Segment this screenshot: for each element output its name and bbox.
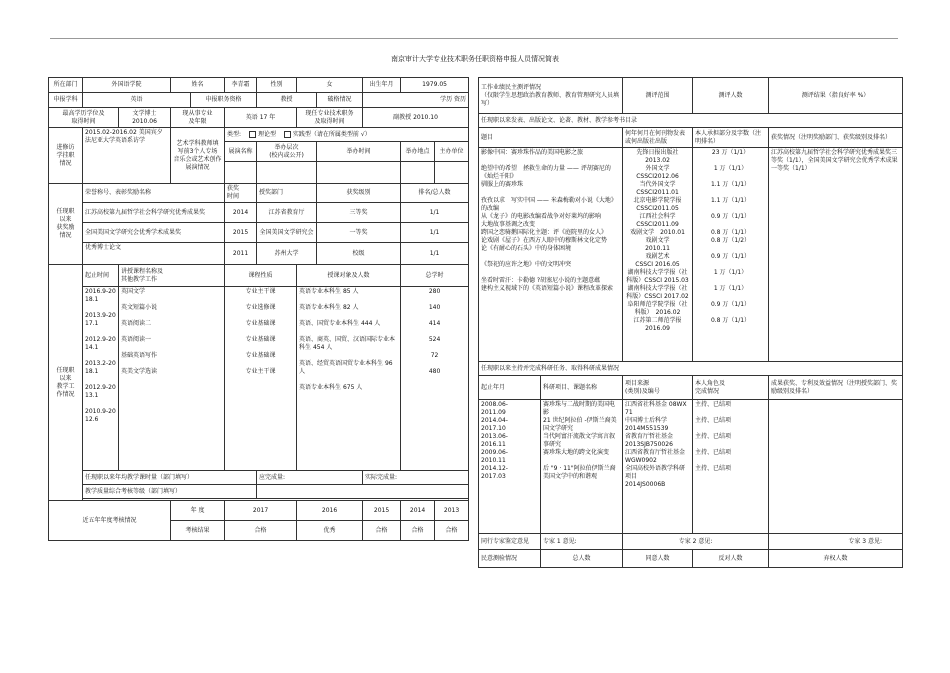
major-years-label: 现从事专业 及年限 [171, 108, 225, 128]
eval-scope-label: 测评范围 [623, 78, 693, 114]
award-dept-header: 授奖部门 [257, 184, 317, 203]
teach-courses: 英国文学 英文短篇小说 英语阅读二 英语阅读一 基础英语写作 英美文学选读 [119, 287, 225, 471]
eval-result-label: 测评结果（指良好率 %） [769, 78, 903, 114]
dept-label: 所在部门 [49, 78, 83, 93]
name-label: 姓名 [171, 78, 225, 93]
show-place-header: 举办地点 [401, 142, 435, 162]
teach-nature-header: 课程性质 [225, 265, 297, 287]
art-type-label: 类型: [227, 130, 242, 138]
award-name: 全国美国文学研究会优秀学术成果奖 [83, 223, 225, 243]
peer-expert-1: 专家 1 意见: [541, 534, 623, 550]
show-host-header: 主办单位 [435, 142, 469, 162]
dept-value: 外国语学院 [83, 78, 171, 93]
research-names: 赛珍珠与二战时期的美国电影 21 世纪阿拉伯 -伊斯兰裔美国文学研究 当代阿富汗流散文学寓言叙事研究 赛珍珠大地的跨文化演变 后 "9 · 11"阿拉伯伊斯兰裔美国文学中的和谐观 [541, 400, 623, 534]
table-row [49, 223, 469, 243]
right-form-table [478, 77, 903, 568]
major-years-value: 英语 17 年 [225, 108, 297, 128]
gender-label: 性别 [257, 78, 297, 93]
pub-shares: 23 万（1/1） 1 万（1/1） 1.1 万（1/1） 1.1 万（1/1） 0.9 万（1/1） 0.8 万（1/1） 0.8 万（1/2） 0.9 万（1/1） 1 万（1/1） 1 万（1/1） 0.9 万（1/1） 0.8 万（1/1） [693, 148, 769, 362]
teach-times: 2016.9-2018.1 2013.9-2017.1 2012.9-2014.1 2013.2-2018.1 2012.9-2013.1 2010.9-2012.6 [83, 287, 119, 471]
table-row [479, 400, 903, 534]
pub-award: 江苏高校第九届哲学社会科学研究优秀成果奖三等奖（1/1），全国美国文学研究会优秀学术成果一等奖（1/1） [769, 148, 903, 362]
table-row [49, 243, 469, 265]
current-title-value: 副教授 2010.10 [363, 108, 469, 128]
teach-course-header: 讲授课程名称及 其他教学工作 [119, 265, 225, 287]
research-roles: 主持、已结项 主持、已结项 主持、已结项 主持、已结项 主持、已结项 [693, 400, 769, 534]
award-rank: 1/1 [401, 223, 469, 243]
right-panel [478, 77, 902, 568]
show-place-cell [401, 162, 435, 184]
research-period-header: 起止年月 [479, 376, 541, 400]
award-level: 一等奖 [317, 223, 401, 243]
study-text: 2015.02-2016.02 美国宾夕法尼亚大学英语系访学 [83, 128, 171, 184]
teach-natures: 专业主干课 专业选修课 专业基础课 专业基础课 专业基础课 专业主干课 [225, 287, 297, 471]
theory-option: 理论型 [257, 130, 276, 138]
teach-hours-header: 总学时 [401, 265, 469, 287]
assess-result: 合格 [225, 521, 297, 541]
rank-value: 教授 [257, 93, 317, 108]
quality-label: 教学质量综合考核等级（部门填写） [83, 485, 257, 499]
assess-result: 优秀 [297, 521, 363, 541]
study-label: 进修访 学挂职 情况 [49, 128, 83, 184]
research-name-header: 科研项目、课题名称 [541, 376, 623, 400]
assess-result: 合格 [401, 521, 435, 541]
subject-label: 申报学科 [49, 93, 83, 108]
award-name-header: 荣誉称号、表彰奖励名称 [83, 184, 225, 203]
assess-result-label: 考核结果 [171, 521, 225, 541]
peer-expert-2: 专家 2 意见: [623, 534, 769, 550]
award-name: 优秀博士论文 [83, 243, 225, 265]
research-sources: 江西省社科基金 08WX71 中国博士后科学 2014M551539 省教育厅哲社基金 2013SJB750026 江西省教育厅哲社基金 WGW0902 全国高校外语教学科研项目 2014JS0006B [623, 400, 693, 534]
assess-year: 2016 [297, 501, 363, 521]
show-name-header: 展演名称 [225, 142, 257, 162]
peer-label: 同行专家鉴定意见 [479, 534, 541, 550]
assess-label: 近五年年度考核情况 [49, 501, 171, 541]
vote-oppose: 反对人数 [693, 550, 769, 568]
name-value: 李青霜 [225, 78, 257, 93]
assess-year: 2015 [363, 501, 401, 521]
award-rank: 1/1 [401, 203, 469, 223]
art-label: 艺术学科教师填 写前3个人专场 音乐会或艺术创作 展演情况 [171, 128, 225, 184]
assess-year: 2017 [225, 501, 297, 521]
assess-year: 2014 [401, 501, 435, 521]
gender-value: 女 [297, 78, 363, 93]
research-award-header: 成果获奖、专利及效益情况（注明授奖部门、奖励级别及排名） [769, 376, 903, 400]
award-name: 江苏高校第九届哲学社会科学研究优秀成果奖 [83, 203, 225, 223]
table-row [479, 148, 903, 362]
break-value: 学历 资历 [363, 93, 469, 108]
assess-result: 合格 [363, 521, 401, 541]
pub-share-header: 本人承担部分及字数（注明排名） [693, 128, 769, 148]
birth-label: 出生年月 [363, 78, 401, 93]
teach-hours: 280 140 414 524 72 480 [401, 287, 469, 471]
pub-venue-header: 何年何月在何刊物发表或何出版社出版 [623, 128, 693, 148]
subject-value: 英语 [83, 93, 191, 108]
award-dept: 全国美国文学研究会 [257, 223, 317, 243]
practice-checkbox[interactable] [284, 131, 291, 138]
vote-abstain: 弃权人数 [769, 550, 903, 568]
show-level-header: 举办层次 (校内或公开) [257, 142, 317, 162]
degree-label: 最高学历学位及 取得时间 [49, 108, 119, 128]
vote-agree: 同意人数 [623, 550, 693, 568]
peer-expert-3: 专家 3 意见: [769, 534, 903, 550]
left-form-table [48, 77, 469, 541]
pub-title-header: 题目 [479, 128, 623, 148]
award-year: 2015 [225, 223, 257, 243]
research-periods: 2008.06- 2011.09 2014.04- 2017.10 2013.06- 2016.11 2009.06- 2010.11 2014.12- 2017.03 [479, 400, 541, 534]
art-type-row [225, 128, 469, 142]
workload-label: 任现职以来年均教学课时量（部门填写） [83, 471, 257, 485]
practice-option: 实践型（请在所属类型前 √） [292, 130, 371, 138]
research-section-title: 任现职以来主持并完成科研任务、取得科研成果情况 [479, 362, 903, 376]
teach-time-header: 起止时间 [83, 265, 119, 287]
degree-value: 文学博士 2010.06 [119, 108, 171, 128]
quality-value [257, 485, 469, 499]
should-complete-label: 应完成量: [257, 471, 363, 485]
pub-titles: 影像中国：赛珍珠作品的美国电影之旅 绝望中的希望 拯救生命的力量 —— 评胡赛尼的《灿烂千阳》 驯服上的赛珍珠 孜孜以求 写实中国 —— 米森梅勒对小说《大地》的改编 从《龙子》的电影改编看战争对好莱坞的影响 大地故事基调之改变 跨国之恋骑鹅国际化主题：评《庭院里的女人》 论戏剧《屋子》在西方人眼中的穆斯林文化定势 论《有耐心的石头》中的身体困境 《祭祀的应许之地》中的文明冲突 坐看时雷汗：卡勒德 ?胡塞尼小说的主题意蕴 建构主义视域下的《英语短篇小说》课程改革探索 [479, 148, 623, 362]
award-level: 校级 [317, 243, 401, 265]
birth-value: 1979.05 [401, 78, 469, 93]
pubs-section-title: 任现职以来发表、出版论文、论著、教材、教学参考书目录 [479, 114, 903, 128]
teach-target-header: 授课对象及人数 [297, 265, 401, 287]
award-year-header: 获奖 时间 [225, 184, 257, 203]
show-time-header: 举办时间 [317, 142, 401, 162]
award-rank: 1/1 [401, 243, 469, 265]
eval-label: 工作业绩民主测评情况 （仅限学生思想政治教育教师、教育管理研究人员填写） [479, 78, 623, 114]
teaching-label: 任现职 以来 教学工 作情况 [49, 265, 83, 501]
show-name-cell [225, 162, 257, 184]
award-dept: 苏州大学 [257, 243, 317, 265]
show-time-cell [317, 162, 401, 184]
awards-label: 任现职 以来 获奖励 情况 [49, 184, 83, 265]
pub-award-header: 获奖情况（注明奖励部门、获奖级别及排名） [769, 128, 903, 148]
award-rank-header: 排名/总人数 [401, 184, 469, 203]
award-level: 三等奖 [317, 203, 401, 223]
show-host-cell [435, 162, 469, 184]
vote-total: 总人数 [541, 550, 623, 568]
eval-count-label: 测评人数 [693, 78, 769, 114]
assess-year: 2013 [435, 501, 469, 521]
research-awards [769, 400, 903, 534]
current-title-label: 现任专业技术职务 及取得时间 [297, 108, 363, 128]
pub-venues: 先锋日报出版社 2013.02 外国文学 CSSCI2012.06 当代外国文学 CSSCI2011.01 北京电影学院学报 CSSCI2011.05 江西社会科学 CSSCI2011.09 戏剧文学 2010.01 戏剧文学 2010.11 戏剧艺术 CSSCI 2016.05 湖南科技大学学报（社科版）CSSCI 2015.03 湖南科技大学学报（社科版）CSSCI 2017.02 阜阳师范学院学报（社科版） 2016.02 江苏第二师范学报 2016.09 [623, 148, 693, 362]
award-year: 2011 [225, 243, 257, 265]
assess-year-label: 年 度 [171, 501, 225, 521]
teach-targets: 英语专业本科生 85 人 英语专业本科生 82 人 英语、国贸专业本科生 444 人 英语、商英、国贸、汉语国际专业本科生 454 人 英语、经贸英语国贸专业本科生 96 人 英语专业本科生 675 人 [297, 287, 401, 471]
assess-result: 合格 [435, 521, 469, 541]
award-level-header: 获奖级别 [317, 184, 401, 203]
award-dept: 江苏省教育厅 [257, 203, 317, 223]
actual-complete-label: 实际完成量: [363, 471, 469, 485]
page-title: 南京审计大学专业技术职务任职资格申报人员情况简表 [391, 55, 559, 63]
research-source-header: 项目来源 (类别)及编号 [623, 376, 693, 400]
break-label: 破格情况 [317, 93, 363, 108]
left-panel [48, 77, 468, 541]
table-row [49, 203, 469, 223]
research-role-header: 本人角色及 完成情况 [693, 376, 769, 400]
show-level-cell [257, 162, 317, 184]
theory-checkbox[interactable] [249, 131, 256, 138]
vote-label: 民意测验情况 [479, 550, 541, 568]
top-divider [50, 38, 898, 39]
table-row [49, 287, 469, 471]
rank-label: 申报职务资格 [191, 93, 257, 108]
award-year: 2014 [225, 203, 257, 223]
